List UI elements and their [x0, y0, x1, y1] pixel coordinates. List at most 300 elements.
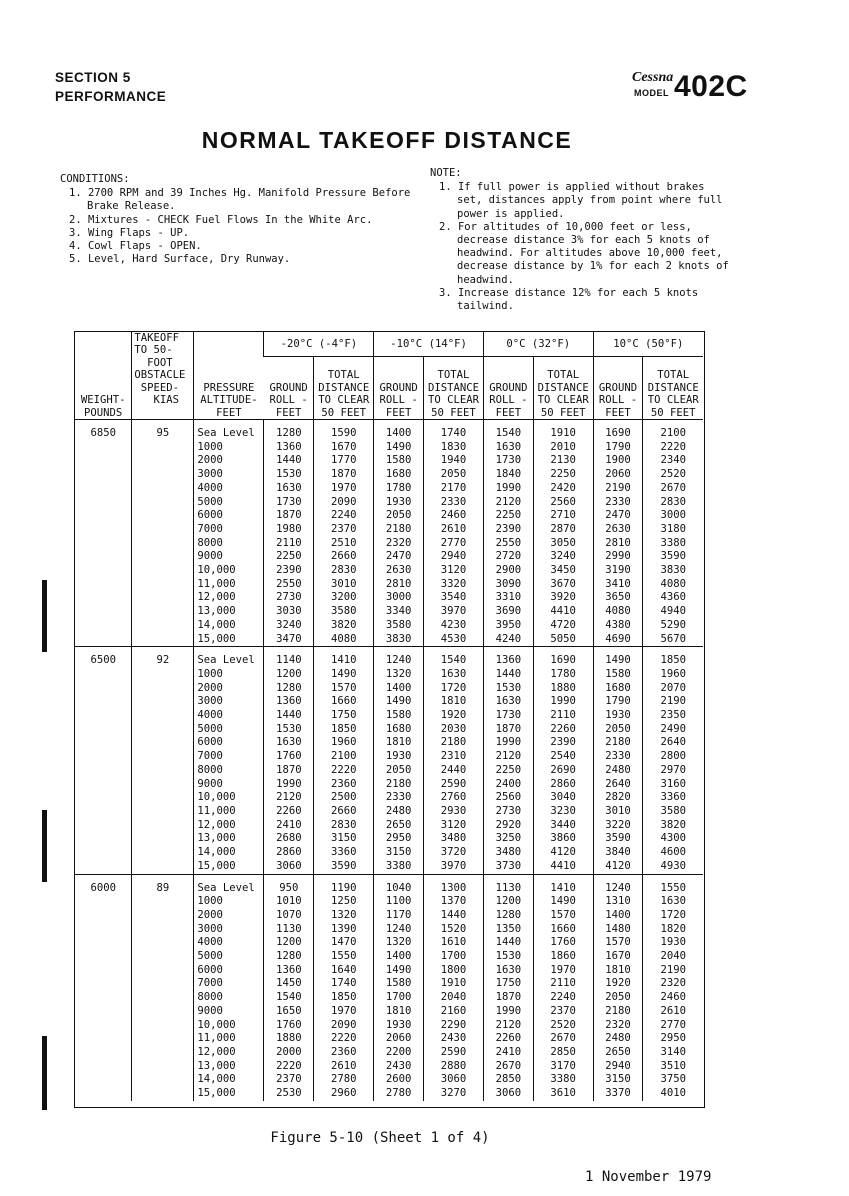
temp-header: -10°C (14°F) [374, 332, 484, 357]
table-row [75, 723, 703, 737]
ground-roll-cell: 2650 [593, 1046, 643, 1060]
ground-roll-cell: 1490 [374, 441, 424, 455]
altitude-cell: 5000 [194, 950, 264, 964]
speed-cell [132, 991, 194, 1005]
total-distance-cell: 2090 [314, 496, 374, 510]
total-distance-cell: 4120 [533, 846, 593, 860]
total-distance-cell: 1640 [314, 964, 374, 978]
ground-roll-cell: 2390 [264, 564, 314, 578]
ground-roll-cell: 2630 [374, 564, 424, 578]
total-distance-cell: 2770 [643, 1019, 703, 1033]
speed-cell [132, 619, 194, 633]
altitude-cell: 9000 [194, 550, 264, 564]
total-distance-cell: 5050 [533, 633, 593, 647]
altitude-cell: Sea Level [194, 654, 264, 668]
weight-cell [75, 832, 132, 846]
total-distance-cell: 3320 [423, 578, 483, 592]
ground-roll-cell: 3480 [483, 846, 533, 860]
total-distance-cell: 2440 [423, 764, 483, 778]
total-distance-cell: 1520 [423, 923, 483, 937]
speed-column-header: TAKEOFF TO 50- FOOT OBSTACLE SPEED- KIAS [132, 332, 194, 420]
ground-roll-cell: 2850 [483, 1073, 533, 1087]
conditions-heading: CONDITIONS: [60, 173, 130, 185]
speed-cell [132, 591, 194, 605]
ground-roll-cell: 3060 [483, 1087, 533, 1101]
table-row [75, 936, 703, 950]
weight-cell [75, 454, 132, 468]
total-distance-cell: 2560 [533, 496, 593, 510]
total-distance-cell: 2260 [533, 723, 593, 737]
speed-cell [132, 709, 194, 723]
ground-roll-cell: 1870 [483, 723, 533, 737]
ground-roll-cell: 1930 [593, 709, 643, 723]
total-distance-cell: 1700 [423, 950, 483, 964]
ground-roll-cell: 2180 [593, 736, 643, 750]
ground-roll-cell: 1750 [483, 977, 533, 991]
weight-cell [75, 682, 132, 696]
altitude-cell: 9000 [194, 1005, 264, 1019]
weight-cell [75, 578, 132, 592]
ground-roll-cell: 1570 [593, 936, 643, 950]
ground-roll-cell: 3000 [374, 591, 424, 605]
ground-roll-cell: 2430 [374, 1060, 424, 1074]
ground-roll-cell: 1350 [483, 923, 533, 937]
speed-cell [132, 736, 194, 750]
ground-roll-header: GROUND ROLL - FEET [593, 357, 643, 420]
ground-roll-cell: 3690 [483, 605, 533, 619]
ground-roll-cell: 1900 [593, 454, 643, 468]
weight-cell [75, 523, 132, 537]
total-distance-cell: 1970 [314, 482, 374, 496]
ground-roll-cell: 2120 [264, 791, 314, 805]
total-distance-cell: 2350 [643, 709, 703, 723]
table-row [75, 977, 703, 991]
ground-roll-cell: 2180 [374, 778, 424, 792]
speed-cell [132, 668, 194, 682]
ground-roll-cell: 1680 [374, 723, 424, 737]
total-distance-cell: 3920 [533, 591, 593, 605]
total-distance-cell: 1410 [314, 654, 374, 668]
weight-cell [75, 1087, 132, 1101]
ground-roll-cell: 1730 [483, 454, 533, 468]
total-distance-cell: 1850 [314, 991, 374, 1005]
ground-roll-cell: 2180 [593, 1005, 643, 1019]
total-distance-cell: 3580 [643, 805, 703, 819]
total-distance-cell: 2520 [643, 468, 703, 482]
ground-roll-cell: 2320 [593, 1019, 643, 1033]
total-distance-cell: 2190 [643, 964, 703, 978]
weight-cell [75, 819, 132, 833]
total-distance-cell: 4080 [314, 633, 374, 647]
speed-cell [132, 454, 194, 468]
total-distance-cell: 3580 [314, 605, 374, 619]
ground-roll-cell: 1530 [483, 950, 533, 964]
altitude-cell: 10,000 [194, 564, 264, 578]
table-row [75, 950, 703, 964]
total-distance-cell: 2960 [314, 1087, 374, 1101]
altitude-cell: 2000 [194, 909, 264, 923]
total-distance-cell: 1670 [314, 441, 374, 455]
total-distance-cell: 4230 [423, 619, 483, 633]
weight-cell [75, 723, 132, 737]
table-row [75, 805, 703, 819]
speed-cell [132, 441, 194, 455]
ground-roll-cell: 1730 [264, 496, 314, 510]
total-distance-cell: 1850 [643, 654, 703, 668]
total-distance-cell: 2850 [533, 1046, 593, 1060]
ground-roll-cell: 2250 [483, 764, 533, 778]
speed-cell [132, 1005, 194, 1019]
total-distance-cell: 1660 [314, 695, 374, 709]
ground-roll-cell: 1810 [374, 1005, 424, 1019]
total-distance-cell: 1320 [314, 909, 374, 923]
ground-roll-cell: 2630 [593, 523, 643, 537]
ground-roll-cell: 3340 [374, 605, 424, 619]
total-distance-cell: 2420 [533, 482, 593, 496]
weight-cell [75, 537, 132, 551]
total-distance-cell: 2660 [314, 550, 374, 564]
note-item: 3. Increase distance 12% for each 5 knots tailwind. [439, 286, 699, 313]
speed-cell [132, 523, 194, 537]
ground-roll-cell: 1630 [483, 964, 533, 978]
total-distance-cell: 1720 [643, 909, 703, 923]
speed-cell [132, 977, 194, 991]
speed-cell [132, 1060, 194, 1074]
ground-roll-cell: 1630 [483, 695, 533, 709]
speed-cell [132, 605, 194, 619]
total-distance-cell: 2670 [643, 482, 703, 496]
ground-roll-cell: 1360 [264, 964, 314, 978]
ground-roll-cell: 1700 [374, 991, 424, 1005]
altitude-cell: 14,000 [194, 1073, 264, 1087]
total-distance-cell: 2940 [423, 550, 483, 564]
total-distance-cell: 1720 [423, 682, 483, 696]
ground-roll-cell: 2950 [374, 832, 424, 846]
total-distance-cell: 1740 [314, 977, 374, 991]
table-row [75, 778, 703, 792]
total-distance-cell: 1550 [643, 882, 703, 896]
weight-cell [75, 923, 132, 937]
speed-cell [132, 564, 194, 578]
ground-roll-cell: 2400 [483, 778, 533, 792]
ground-roll-cell: 1780 [374, 482, 424, 496]
speed-cell [132, 1032, 194, 1046]
ground-roll-cell: 1630 [264, 482, 314, 496]
speed-cell [132, 1046, 194, 1060]
ground-roll-cell: 1490 [374, 695, 424, 709]
ground-roll-cell: 3240 [264, 619, 314, 633]
total-distance-cell: 2870 [533, 523, 593, 537]
ground-roll-cell: 1360 [483, 654, 533, 668]
total-distance-cell: 1570 [314, 682, 374, 696]
total-distance-cell: 3120 [423, 819, 483, 833]
ground-roll-cell: 1870 [483, 991, 533, 1005]
table-row [75, 1005, 703, 1019]
total-distance-cell: 3170 [533, 1060, 593, 1074]
condition-item: 4. Cowl Flaps - OPEN. [69, 240, 202, 253]
table-row [75, 791, 703, 805]
weight-cell [75, 791, 132, 805]
ground-roll-cell: 3250 [483, 832, 533, 846]
total-distance-cell: 1410 [533, 882, 593, 896]
ground-roll-cell: 2110 [264, 537, 314, 551]
altitude-column-header: PRESSURE ALTITUDE- FEET [194, 332, 264, 420]
ground-roll-cell: 2920 [483, 819, 533, 833]
total-distance-cell: 2040 [643, 950, 703, 964]
ground-roll-cell: 1990 [483, 482, 533, 496]
total-distance-cell: 1810 [423, 695, 483, 709]
ground-roll-cell: 3950 [483, 619, 533, 633]
ground-roll-cell: 1690 [593, 427, 643, 441]
ground-roll-cell: 1320 [374, 668, 424, 682]
ground-roll-cell: 2940 [593, 1060, 643, 1074]
total-distance-cell: 2030 [423, 723, 483, 737]
total-distance-cell: 2950 [643, 1032, 703, 1046]
speed-cell [132, 860, 194, 874]
ground-roll-cell: 1730 [483, 709, 533, 723]
total-distance-cell: 3970 [423, 605, 483, 619]
total-distance-cell: 3360 [643, 791, 703, 805]
weight-cell [75, 468, 132, 482]
ground-roll-cell: 4120 [593, 860, 643, 874]
ground-roll-cell: 1930 [374, 1019, 424, 1033]
ground-roll-cell: 1630 [483, 441, 533, 455]
total-distance-cell: 3590 [643, 550, 703, 564]
altitude-cell: 11,000 [194, 805, 264, 819]
ground-roll-cell: 2530 [264, 1087, 314, 1101]
ground-roll-cell: 2120 [483, 496, 533, 510]
total-distance-cell: 1930 [643, 936, 703, 950]
table-row [75, 1032, 703, 1046]
weight-cell [75, 895, 132, 909]
total-distance-cell: 2240 [314, 509, 374, 523]
speed-cell [132, 936, 194, 950]
ground-roll-cell: 1930 [374, 750, 424, 764]
total-distance-cell: 3380 [533, 1073, 593, 1087]
table-row [75, 537, 703, 551]
total-distance-cell: 3440 [533, 819, 593, 833]
ground-roll-cell: 1100 [374, 895, 424, 909]
altitude-cell: Sea Level [194, 882, 264, 896]
ground-roll-header: GROUND ROLL - FEET [483, 357, 533, 420]
weight-cell [75, 950, 132, 964]
ground-roll-cell: 1680 [374, 468, 424, 482]
speed-cell [132, 964, 194, 978]
speed-cell [132, 909, 194, 923]
altitude-cell: 7000 [194, 977, 264, 991]
table-row [75, 709, 703, 723]
weight-cell [75, 605, 132, 619]
speed-cell [132, 791, 194, 805]
table-row [75, 909, 703, 923]
total-distance-cell: 3540 [423, 591, 483, 605]
ground-roll-cell: 2060 [374, 1032, 424, 1046]
total-distance-cell: 3510 [643, 1060, 703, 1074]
weight-cell [75, 936, 132, 950]
ground-roll-cell: 2990 [593, 550, 643, 564]
ground-roll-cell: 2480 [593, 764, 643, 778]
weight-cell [75, 668, 132, 682]
weight-cell [75, 633, 132, 647]
total-distance-cell: 2290 [423, 1019, 483, 1033]
total-distance-cell: 2710 [533, 509, 593, 523]
total-distance-cell: 5670 [643, 633, 703, 647]
ground-roll-cell: 1400 [374, 427, 424, 441]
ground-roll-header: GROUND ROLL - FEET [374, 357, 424, 420]
total-distance-cell: 2610 [423, 523, 483, 537]
ground-roll-cell: 2390 [483, 523, 533, 537]
speed-cell [132, 723, 194, 737]
total-distance-cell: 1550 [314, 950, 374, 964]
total-distance-cell: 4010 [643, 1087, 703, 1101]
ground-roll-cell: 3090 [483, 578, 533, 592]
table-row [75, 564, 703, 578]
total-distance-cell: 2010 [533, 441, 593, 455]
total-distance-cell: 2460 [643, 991, 703, 1005]
total-distance-cell: 1250 [314, 895, 374, 909]
ground-roll-cell: 1240 [593, 882, 643, 896]
ground-roll-cell: 1440 [483, 668, 533, 682]
ground-roll-cell: 1280 [264, 427, 314, 441]
ground-roll-cell: 2120 [483, 750, 533, 764]
altitude-cell: 6000 [194, 964, 264, 978]
altitude-cell: 12,000 [194, 1046, 264, 1060]
ground-roll-cell: 1580 [374, 454, 424, 468]
weight-cell [75, 496, 132, 510]
ground-roll-cell: 2410 [483, 1046, 533, 1060]
total-distance-cell: 2360 [314, 778, 374, 792]
speed-cell [132, 750, 194, 764]
total-distance-cell: 2770 [423, 537, 483, 551]
ground-roll-cell: 4080 [593, 605, 643, 619]
table-row [75, 619, 703, 633]
speed-cell [132, 550, 194, 564]
total-distance-cell: 3590 [314, 860, 374, 874]
ground-roll-cell: 2720 [483, 550, 533, 564]
weight-cell [75, 441, 132, 455]
ground-roll-cell: 3220 [593, 819, 643, 833]
table-row [75, 750, 703, 764]
revision-bar [42, 1036, 47, 1110]
total-distance-cell: 2090 [314, 1019, 374, 1033]
total-distance-cell: 2370 [533, 1005, 593, 1019]
ground-roll-cell: 3470 [264, 633, 314, 647]
altitude-cell: 1000 [194, 441, 264, 455]
ground-roll-cell: 1400 [374, 950, 424, 964]
total-distance-cell: 3140 [643, 1046, 703, 1060]
total-distance-cell: 2110 [533, 709, 593, 723]
total-distance-cell: 2130 [533, 454, 593, 468]
ground-roll-cell: 3410 [593, 578, 643, 592]
total-distance-cell: 2860 [533, 778, 593, 792]
weight-cell [75, 860, 132, 874]
total-distance-cell: 1870 [314, 468, 374, 482]
ground-roll-cell: 1440 [483, 936, 533, 950]
total-distance-cell: 1630 [643, 895, 703, 909]
table-row [75, 1046, 703, 1060]
total-distance-cell: 2310 [423, 750, 483, 764]
weight-cell: 6850 [90, 427, 116, 439]
weight-cell: 6000 [90, 881, 116, 894]
weight-cell [75, 509, 132, 523]
altitude-cell: 2000 [194, 454, 264, 468]
ground-roll-cell: 1790 [593, 441, 643, 455]
total-distance-cell: 1970 [314, 1005, 374, 1019]
weight-cell [75, 709, 132, 723]
table-row [75, 509, 703, 523]
ground-roll-cell: 1540 [264, 991, 314, 1005]
weight-cell [75, 619, 132, 633]
altitude-cell: 11,000 [194, 578, 264, 592]
ground-roll-cell: 2600 [374, 1073, 424, 1087]
ground-roll-cell: 2550 [483, 537, 533, 551]
weight-cell [75, 778, 132, 792]
total-distance-cell: 2170 [423, 482, 483, 496]
table-row [75, 523, 703, 537]
altitude-cell: 15,000 [194, 633, 264, 647]
ground-roll-cell: 1280 [264, 950, 314, 964]
altitude-cell: 8000 [194, 537, 264, 551]
altitude-cell: 13,000 [194, 1060, 264, 1074]
ground-roll-cell: 2050 [374, 764, 424, 778]
weight-cell [75, 1073, 132, 1087]
ground-roll-cell: 3380 [374, 860, 424, 874]
ground-roll-cell: 3590 [593, 832, 643, 846]
total-distance-cell: 4940 [643, 605, 703, 619]
figure-caption: Figure 5-10 (Sheet 1 of 4) [270, 1130, 490, 1146]
total-distance-cell: 1960 [314, 736, 374, 750]
table-row [75, 1073, 703, 1087]
total-distance-cell: 1800 [423, 964, 483, 978]
section-label: SECTION 5 [55, 70, 131, 85]
speed-cell [132, 578, 194, 592]
altitude-cell: 8000 [194, 764, 264, 778]
ground-roll-cell: 4240 [483, 633, 533, 647]
total-distance-cell: 4530 [423, 633, 483, 647]
total-distance-cell: 3830 [643, 564, 703, 578]
speed-cell [132, 633, 194, 647]
ground-roll-cell: 2370 [264, 1073, 314, 1087]
altitude-cell: 3000 [194, 468, 264, 482]
table-row [75, 496, 703, 510]
total-distance-cell: 3010 [314, 578, 374, 592]
ground-roll-cell: 1320 [374, 936, 424, 950]
ground-roll-cell: 1540 [483, 427, 533, 441]
total-distance-cell: 3820 [643, 819, 703, 833]
altitude-cell: 13,000 [194, 832, 264, 846]
total-distance-cell: 2250 [533, 468, 593, 482]
total-distance-cell: 2320 [643, 977, 703, 991]
ground-roll-cell: 1130 [483, 882, 533, 896]
ground-roll-cell: 1480 [593, 923, 643, 937]
revision-bar [42, 810, 47, 882]
total-distance-cell: 2100 [314, 750, 374, 764]
total-distance-cell: 4300 [643, 832, 703, 846]
speed-cell: 95 [132, 427, 194, 441]
table-row [75, 682, 703, 696]
ground-roll-cell: 1440 [264, 454, 314, 468]
table-row [75, 1019, 703, 1033]
table-row [75, 427, 703, 441]
total-distance-cell: 2460 [423, 509, 483, 523]
weight-cell [75, 1032, 132, 1046]
total-distance-cell: 3050 [533, 537, 593, 551]
speed-cell [132, 832, 194, 846]
total-distance-cell: 1660 [533, 923, 593, 937]
ground-roll-cell: 3650 [593, 591, 643, 605]
total-distance-cell: 1830 [423, 441, 483, 455]
total-distance-cell: 3860 [533, 832, 593, 846]
